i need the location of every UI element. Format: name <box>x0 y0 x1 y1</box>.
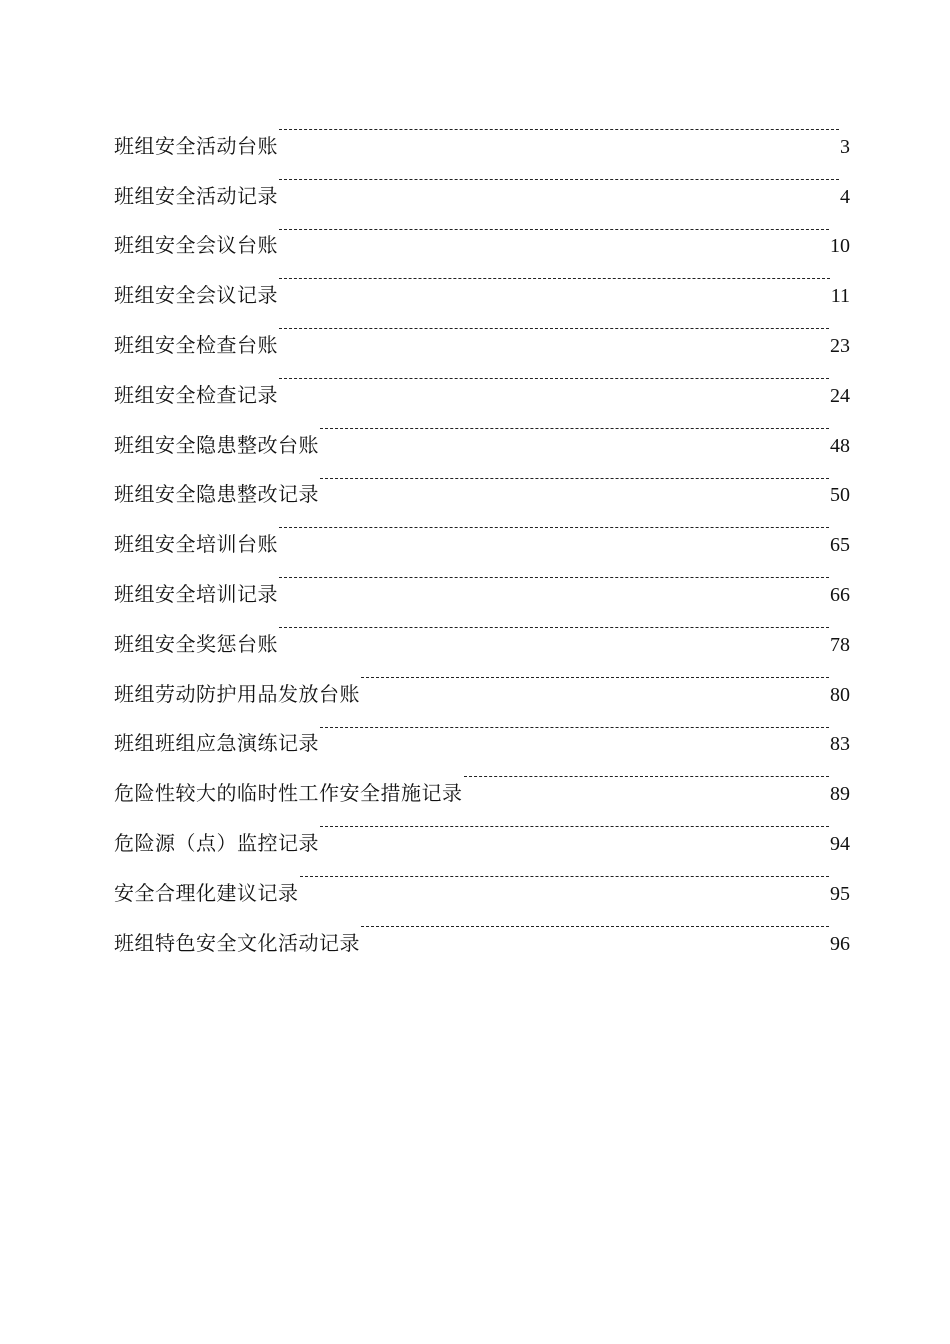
toc-entry-title: 班组安全检查记录 <box>114 382 278 407</box>
toc-leader <box>361 900 829 950</box>
toc-entry-title: 班组劳动防护用品发放台账 <box>114 681 360 706</box>
toc-entry-page: 94 <box>830 832 850 855</box>
toc-entry-title: 班组班组应急演练记录 <box>114 731 319 756</box>
toc-leader <box>279 302 829 352</box>
toc-entry-page: 3 <box>840 135 850 158</box>
toc-entry-page: 11 <box>830 285 850 308</box>
toc-leader <box>279 601 829 651</box>
toc-leader <box>279 103 839 153</box>
toc-entry-page: 48 <box>830 434 850 457</box>
toc-leader <box>320 701 829 751</box>
toc-entry-title: 班组特色安全文化活动记录 <box>114 930 360 955</box>
toc-leader <box>300 850 830 900</box>
toc-entry-page: 65 <box>830 534 850 557</box>
toc-leader <box>279 551 829 601</box>
toc-entry-title: 班组安全检查台账 <box>114 332 278 357</box>
toc-entry-page: 95 <box>830 882 850 905</box>
table-of-contents <box>114 103 850 955</box>
toc-leader <box>279 153 839 203</box>
toc-entry-page: 50 <box>830 484 850 507</box>
toc-leader <box>361 651 829 701</box>
toc-entry-title: 安全合理化建议记录 <box>114 880 299 905</box>
toc-leader <box>279 203 829 253</box>
toc-entry-title: 班组安全培训记录 <box>114 581 278 606</box>
toc-entry-page: 66 <box>830 583 850 606</box>
toc-entry-title: 班组安全会议台账 <box>114 233 278 258</box>
toc-entry-title: 危险性较大的临时性工作安全措施记录 <box>114 781 463 806</box>
toc-leader <box>279 252 830 302</box>
toc-leader <box>464 750 830 800</box>
toc-leader <box>320 452 829 502</box>
toc-entry-page: 24 <box>830 384 850 407</box>
toc-entry-title: 班组安全隐患整改台账 <box>114 432 319 457</box>
toc-entry <box>114 103 850 158</box>
toc-leader <box>320 402 829 452</box>
toc-entry-page: 80 <box>830 683 850 706</box>
toc-entry-title: 班组安全培训台账 <box>114 532 278 557</box>
toc-leader <box>279 352 829 402</box>
toc-entry-page: 4 <box>840 185 850 208</box>
toc-entry-title: 班组安全活动台账 <box>114 133 278 158</box>
toc-entry-page: 89 <box>830 783 850 806</box>
toc-entry-title: 班组安全隐患整改记录 <box>114 482 319 507</box>
toc-entry-page: 83 <box>830 733 850 756</box>
toc-leader <box>320 800 829 850</box>
toc-entry-title: 班组安全奖惩台账 <box>114 631 278 656</box>
toc-entry-title: 危险源（点）监控记录 <box>114 830 319 855</box>
toc-entry-title: 班组安全活动记录 <box>114 183 278 208</box>
toc-entry-page: 78 <box>830 633 850 656</box>
toc-entry-page: 96 <box>830 932 850 955</box>
toc-entry-page: 10 <box>830 235 850 258</box>
toc-entry-title: 班组安全会议记录 <box>114 283 278 308</box>
toc-leader <box>279 501 829 551</box>
toc-entry-page: 23 <box>830 334 850 357</box>
